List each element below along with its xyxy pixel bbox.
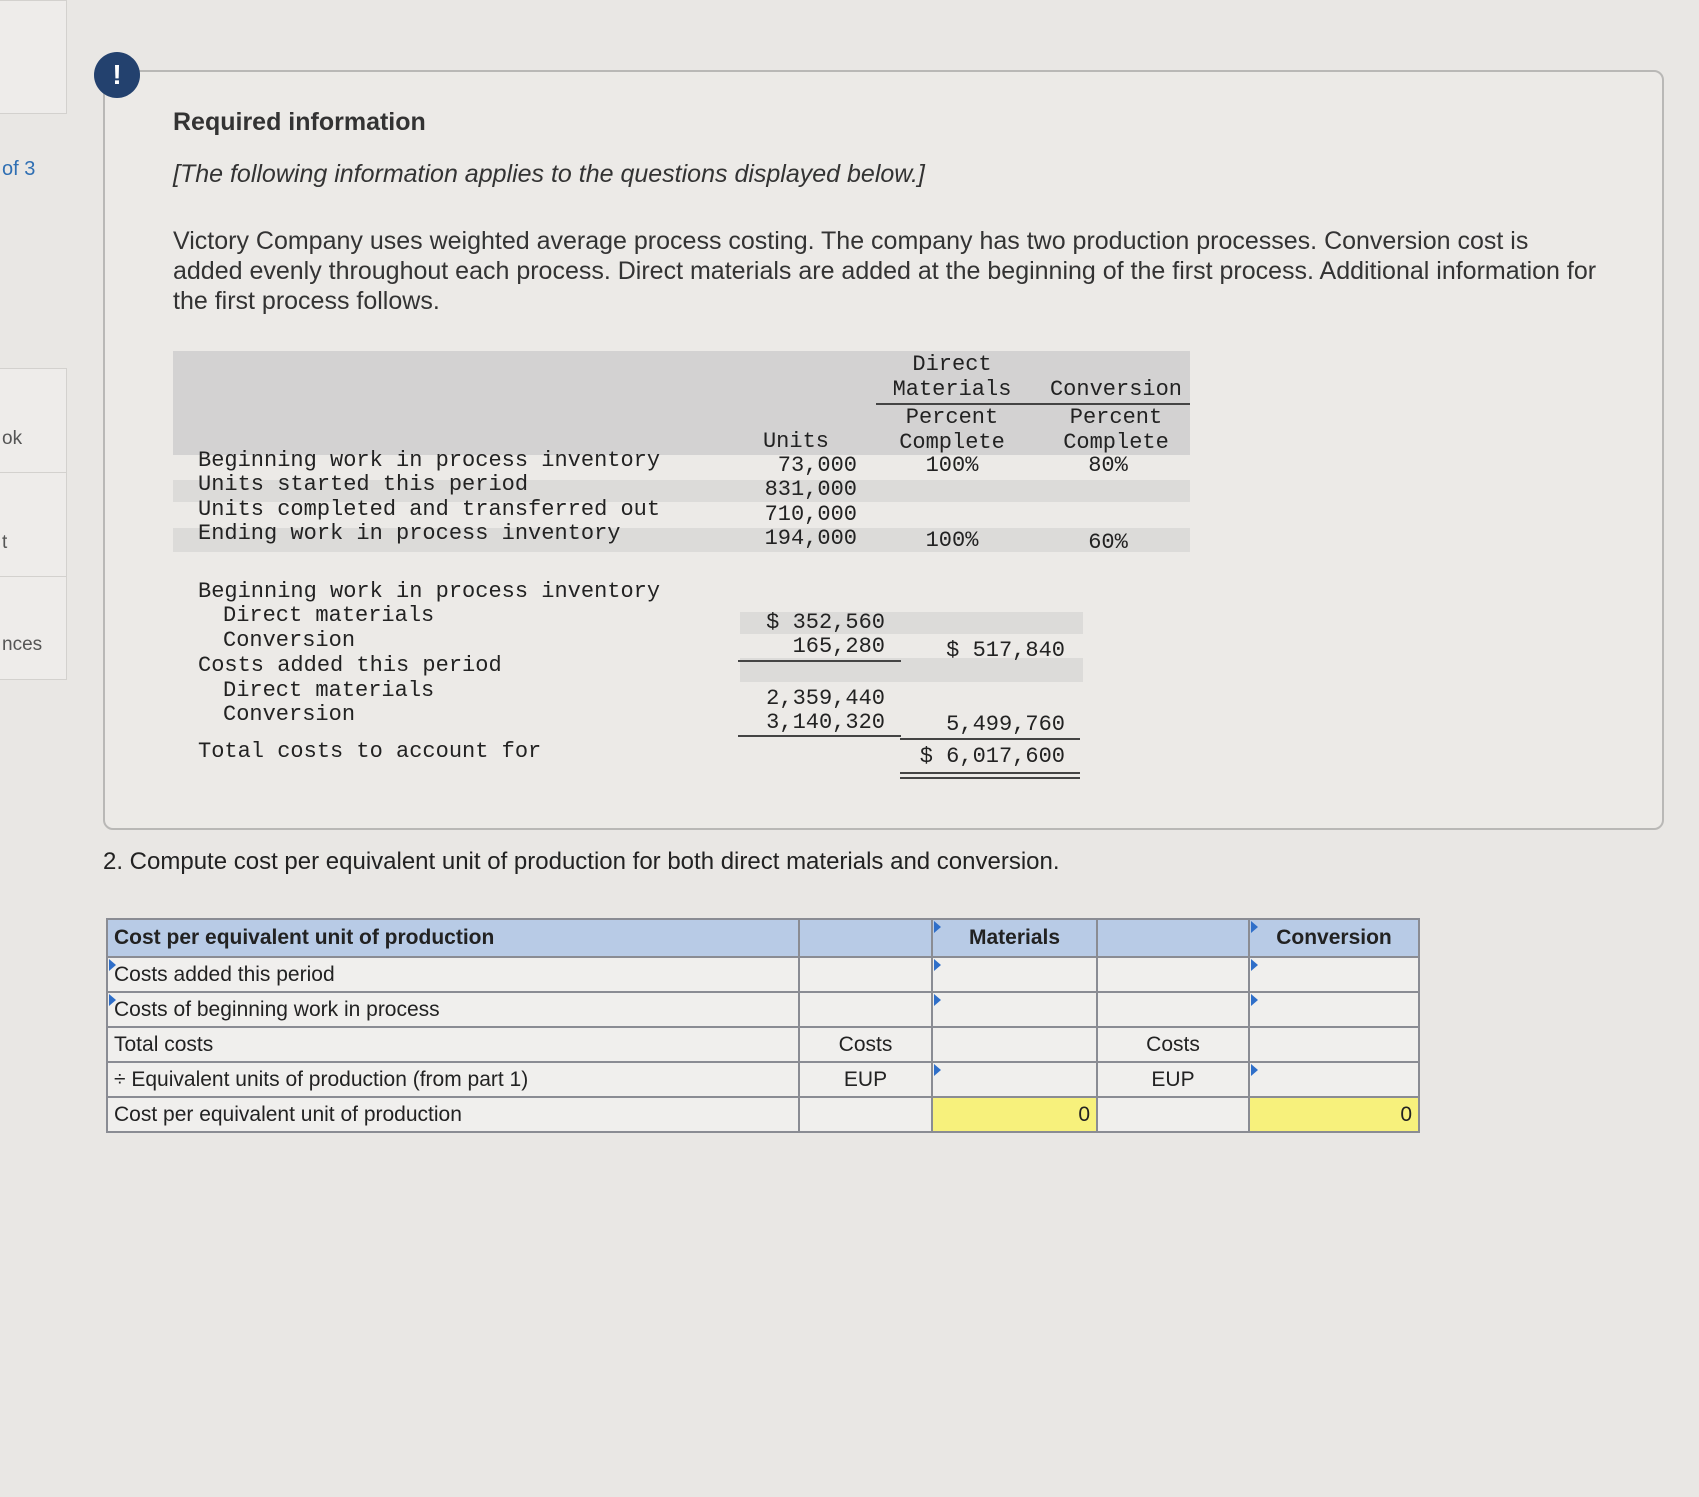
sidebar-item-3[interactable]: nces xyxy=(2,634,43,655)
units-row-label: Beginning work in process inventory xyxy=(198,448,661,473)
table-row xyxy=(107,1062,1419,1097)
units-row-units: 73,000 xyxy=(777,453,857,478)
conversion-tag-cell: Costs xyxy=(1097,1027,1249,1062)
units-header: Units xyxy=(762,429,829,454)
question-text: 2. Compute cost per equivalent unit of production for both direct materials and conversion. xyxy=(103,848,1060,875)
conversion-eup-input[interactable] xyxy=(1249,1062,1419,1097)
total-double-underline xyxy=(900,777,1080,779)
cost-bwip-dm-label: Direct materials xyxy=(223,603,435,628)
conversion-tag-cell: EUP xyxy=(1097,1062,1249,1097)
alert-icon: ! xyxy=(94,52,140,98)
units-row-label: Units started this period xyxy=(198,472,529,497)
materials-tag-cell[interactable] xyxy=(799,957,932,992)
row-label-input[interactable]: Costs added this period xyxy=(107,957,799,992)
conversion-tag-cell[interactable] xyxy=(1097,957,1249,992)
materials-input[interactable] xyxy=(932,957,1097,992)
answer-table-header xyxy=(107,919,1419,957)
cost-added-label: Costs added this period xyxy=(198,653,502,678)
subtotal-underline xyxy=(738,660,901,662)
conv-header-line2: Percent xyxy=(1069,405,1163,430)
units-row-dm: 100% xyxy=(925,528,979,553)
units-row-label: Units completed and transferred out xyxy=(198,497,661,522)
sidebar-page-count: of 3 xyxy=(2,158,36,180)
materials-tag-cell: EUP xyxy=(799,1062,932,1097)
materials-input[interactable] xyxy=(932,992,1097,1027)
units-row-dm: 100% xyxy=(925,453,979,478)
sidebar-card-2[interactable] xyxy=(0,368,67,474)
cost-bwip-label: Beginning work in process inventory xyxy=(198,579,661,604)
materials-value xyxy=(932,1027,1097,1062)
subtotal-underline xyxy=(738,735,901,737)
conversion-tag-cell xyxy=(1097,1097,1249,1132)
dm-header-line3: Percent xyxy=(905,405,999,430)
sidebar-item-1[interactable]: ok xyxy=(2,428,23,449)
dm-header-line4: Complete xyxy=(899,430,1005,455)
table-row xyxy=(107,1097,1419,1132)
units-row-units: 194,000 xyxy=(764,526,857,551)
row-label: Total costs xyxy=(107,1027,799,1062)
required-info-title: Required information xyxy=(173,108,426,136)
row-label: ÷ Equivalent units of production (from part 1) xyxy=(107,1062,799,1097)
conversion-tag-cell[interactable] xyxy=(1097,992,1249,1027)
materials-tag-cell: Costs xyxy=(799,1027,932,1062)
cost-total-value: $ 6,017,600 xyxy=(919,744,1065,769)
sidebar-card-4[interactable] xyxy=(0,576,67,680)
row-label: Cost per equivalent unit of production xyxy=(107,1097,799,1132)
subtotal-underline xyxy=(900,738,1080,740)
conversion-value xyxy=(1249,1027,1419,1062)
sidebar-card-3[interactable] xyxy=(0,472,67,578)
cost-bwip-conv-label: Conversion xyxy=(223,628,356,653)
materials-tag-cell xyxy=(799,1097,932,1132)
cost-total-label: Total costs to account for xyxy=(198,739,542,764)
conversion-result: 0 xyxy=(1249,1097,1419,1132)
total-double-underline xyxy=(900,772,1080,774)
units-row-conv: 80% xyxy=(1088,453,1128,478)
cost-added-dm-value: 2,359,440 xyxy=(766,686,885,711)
cost-added-dm-label: Direct materials xyxy=(223,678,435,703)
cost-added-conv-value: 3,140,320 xyxy=(766,710,885,735)
units-row-label: Ending work in process inventory xyxy=(198,521,621,546)
units-row-conv: 60% xyxy=(1088,530,1128,555)
table-row xyxy=(107,957,1419,992)
conv-header-line3: Complete xyxy=(1063,430,1169,455)
materials-header: Materials xyxy=(932,919,1097,957)
cost-added-conv-label: Conversion xyxy=(223,702,356,727)
table-row xyxy=(107,992,1419,1027)
answer-table-title: Cost per equivalent unit of production xyxy=(107,919,799,957)
cost-added-total: 5,499,760 xyxy=(946,712,1065,737)
row-label-input[interactable]: Costs of beginning work in process xyxy=(107,992,799,1027)
materials-eup-input[interactable] xyxy=(932,1062,1097,1097)
units-row-units: 831,000 xyxy=(764,477,857,502)
sidebar-card-1[interactable] xyxy=(0,0,67,114)
cost-bwip-dm-value: $ 352,560 xyxy=(766,610,885,635)
conversion-input[interactable] xyxy=(1249,957,1419,992)
table-row xyxy=(107,1027,1419,1062)
conversion-header: Conversion xyxy=(1249,919,1419,957)
cost-bwip-total: $ 517,840 xyxy=(946,638,1065,663)
required-info-subtitle: [The following information applies to the questions displayed below.] xyxy=(173,160,925,188)
header-spacer xyxy=(799,919,932,957)
required-info-body: Victory Company uses weighted average process costing. The company has two production processes. Conversion cost is added evenly throughout each process. Direct materials are added at the beginning of the first process. Additional information for the first process follows. xyxy=(173,227,1597,315)
answer-table xyxy=(106,918,1420,1133)
cost-bwip-conv-value: 165,280 xyxy=(792,634,885,659)
sidebar-item-2[interactable]: t xyxy=(2,532,8,553)
header-spacer xyxy=(1097,919,1249,957)
conversion-input[interactable] xyxy=(1249,992,1419,1027)
materials-result: 0 xyxy=(932,1097,1097,1132)
materials-tag-cell[interactable] xyxy=(799,992,932,1027)
conv-header-line1: Conversion xyxy=(1049,377,1183,402)
units-row-units: 710,000 xyxy=(764,502,857,527)
dm-header-line1: Direct xyxy=(912,352,992,377)
dm-header-line2: Materials xyxy=(892,377,1012,402)
